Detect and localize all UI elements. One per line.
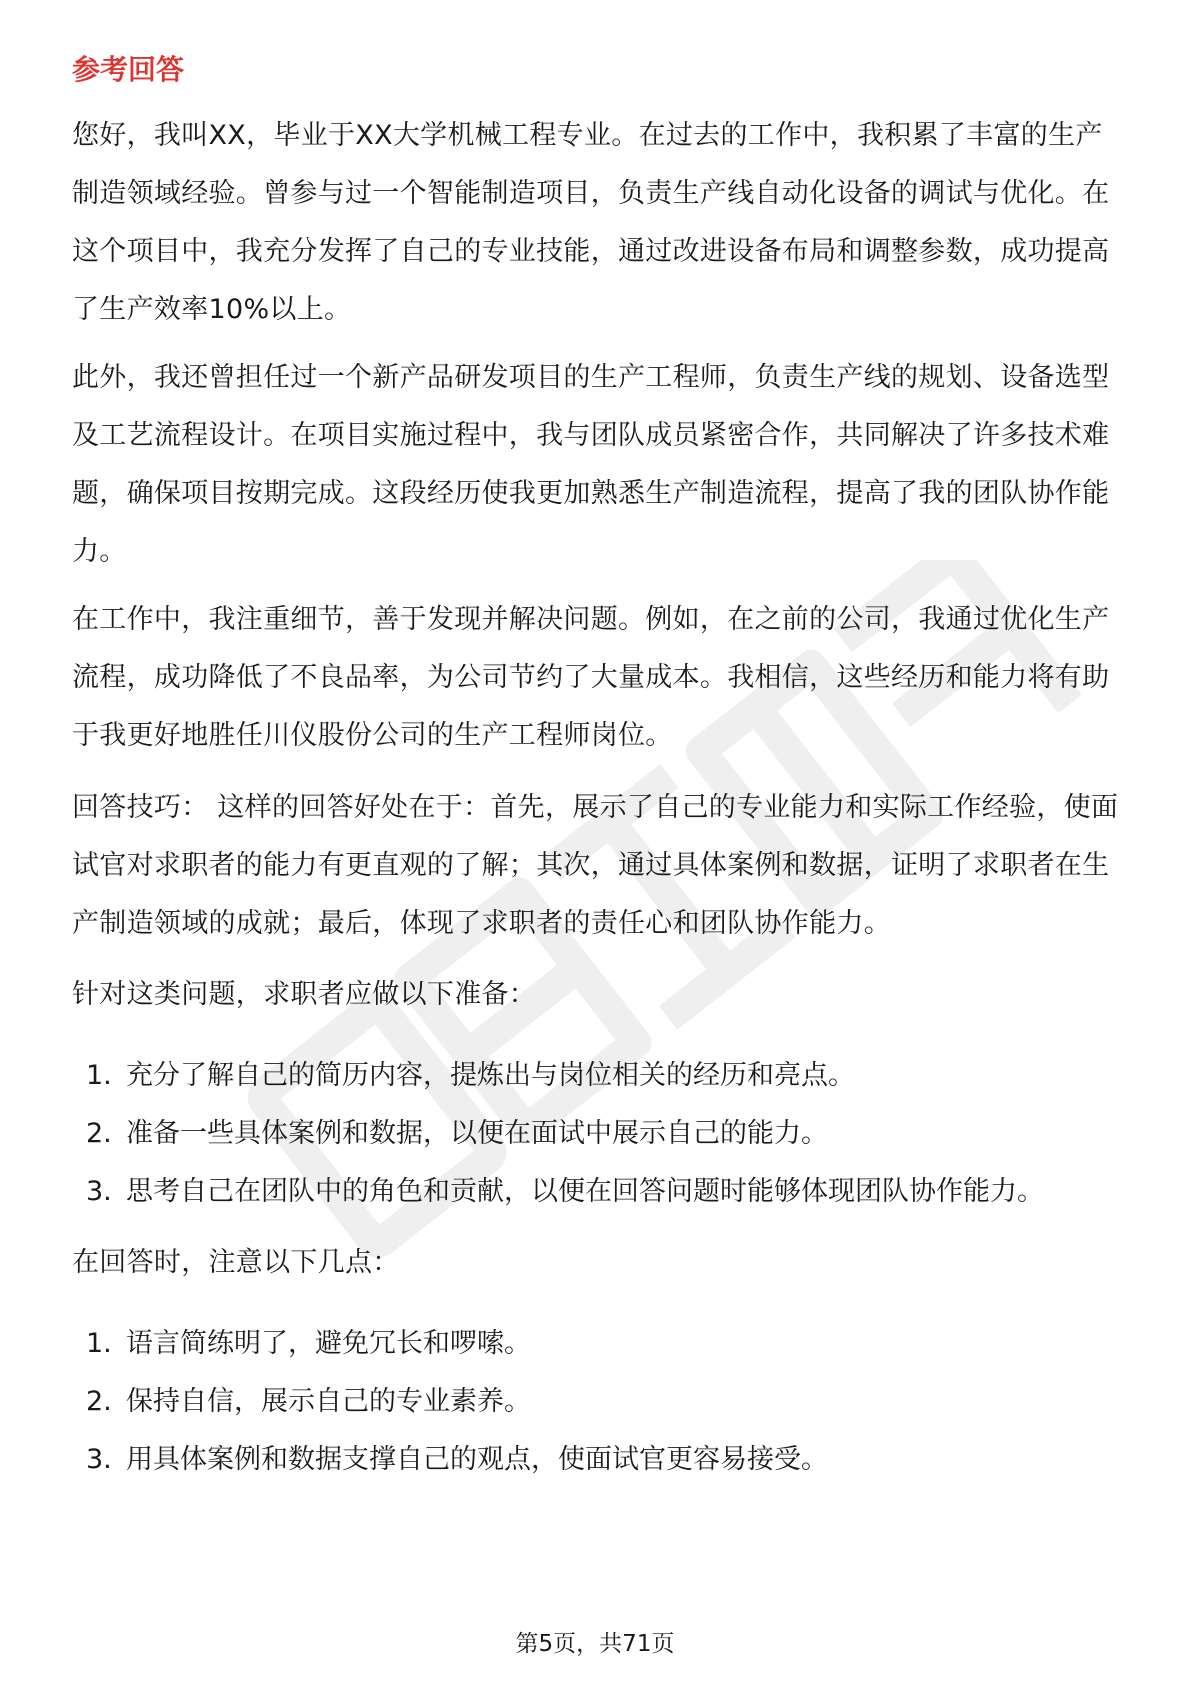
notes-list [72, 1315, 1122, 1489]
list-text: 保持自信，展示自己的专业素养。 [126, 1386, 531, 1417]
list-text: 思考自己在团队中的角色和贡献，以便在回答问题时能够体现团队协作能力。 [126, 1176, 1044, 1207]
paragraph-prep-intro: 针对这类问题，求职者应做以下准备： [72, 979, 537, 1010]
list-text: 充分了解自己的简历内容，提炼出与岗位相关的经历和亮点。 [126, 1060, 855, 1091]
list-item [72, 1105, 1122, 1163]
list-text: 准备一些具体案例和数据，以便在面试中展示自己的能力。 [126, 1118, 828, 1149]
paragraph-tips: 回答技巧： 这样的回答好处在于：首先，展示了自己的专业能力和实际工作经验，使面试官对求职者的能力有更直观的了解；其次，通过具体案例和数据，证明了求职者在生产制造领域的成就；最后，体现了求职者的责任心和团队协作能力。 [72, 792, 1119, 939]
list-item [72, 1315, 1122, 1373]
list-text: 语言简练明了，避免冗长和啰嗦。 [126, 1328, 531, 1359]
prep-list [72, 1047, 1122, 1221]
list-item [72, 1163, 1122, 1221]
list-item [72, 1431, 1122, 1489]
list-number: 2. [86, 1386, 112, 1417]
section-title: 参考回答 [72, 53, 185, 86]
list-number: 2. [86, 1118, 112, 1149]
list-item [72, 1047, 1122, 1105]
list-number: 3. [86, 1444, 112, 1475]
list-number: 3. [86, 1176, 112, 1207]
list-number: 1. [86, 1328, 112, 1359]
list-item [72, 1373, 1122, 1431]
paragraph-experience: 此外，我还曾担任过一个新产品研发项目的生产工程师，负责生产线的规划、设备选型及工艺流程设计。在项目实施过程中，我与团队成员紧密合作，共同解决了许多技术难题，确保项目按期完成。这段经历使我更加熟悉生产制造流程，提高了我的团队协作能力。 [72, 362, 1110, 567]
paragraph-intro: 您好，我叫XX，毕业于XX大学机械工程专业。在过去的工作中，我积累了丰富的生产制造领域经验。曾参与过一个智能制造项目，负责生产线自动化设备的调试与优化。在这个项目中，我充分发挥了自己的专业技能，通过改进设备布局和调整参数，成功提高了生产效率10%以上。 [72, 120, 1110, 325]
list-number: 1. [86, 1060, 112, 1091]
paragraph-notes-intro: 在回答时，注意以下几点： [72, 1247, 400, 1278]
list-text: 用具体案例和数据支撑自己的观点，使面试官更容易接受。 [126, 1444, 828, 1475]
page-footer: 第5页，共71页 [515, 1631, 675, 1657]
paragraph-strengths: 在工作中，我注重细节，善于发现并解决问题。例如，在之前的公司，我通过优化生产流程，成功降低了不良品率，为公司节约了大量成本。我相信，这些经历和能力将有助于我更好地胜任川仪股份公司的生产工程师岗位。 [72, 604, 1110, 751]
